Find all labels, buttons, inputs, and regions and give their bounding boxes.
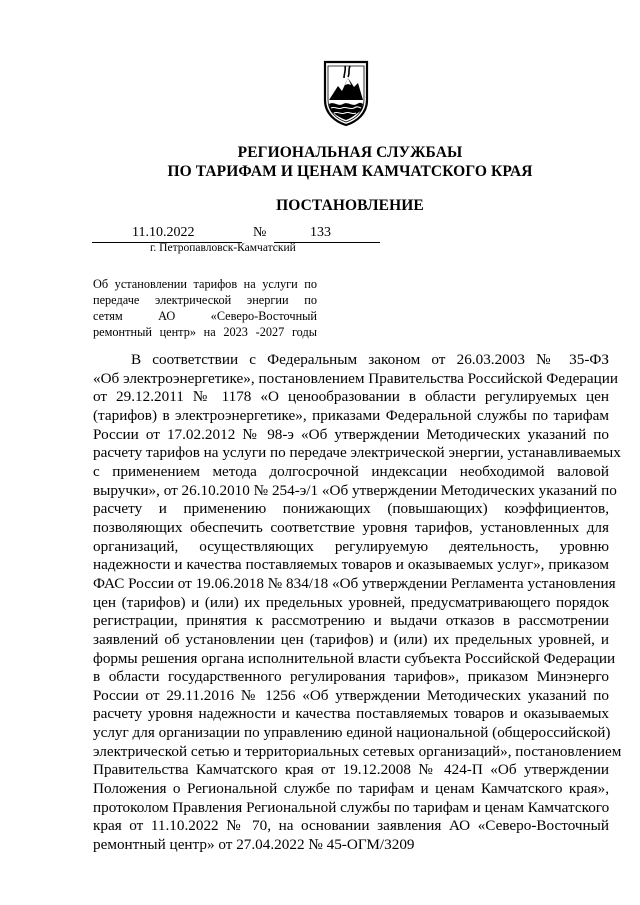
kamchatka-coat-of-arms-icon — [322, 60, 370, 126]
subject-line: ремонтный центр» на 2023 -2027 годы — [93, 324, 317, 339]
body-line: с применением метода долгосрочной индексации необходимой валовой — [93, 462, 609, 480]
body-line: России от 29.11.2016 № 1256 «Об утверждении Методических указаний по — [93, 686, 609, 704]
body-line: услуг для организации по управлению единой национальной (общероссийской) — [93, 724, 611, 742]
body-line: в области государственного регулирования тарифов», приказом Минэнерго — [93, 668, 609, 686]
body-line: организаций, осуществляющих регулируемую деятельность, уровню — [93, 537, 609, 555]
body-line: края от 11.10.2022 № 70, на основании заявления АО «Северо-Восточный — [93, 817, 609, 835]
body-line: надежности и качества поставляемых товаров и оказываемых услуг», приказом — [93, 556, 609, 574]
body-line: выручки», от 26.10.2010 № 254-э/1 «Об утверждении Методических указаний по — [93, 481, 617, 499]
subject-line: Об установлении тарифов на услуги по — [93, 277, 317, 291]
subject-line: передаче электрической энергии по — [93, 292, 317, 307]
number-sign: № — [253, 225, 267, 240]
body-line: заявлений об установлении цен (тарифов) и (или) их предельных уровней, и — [93, 630, 609, 648]
body-line: от 29.12.2011 № 1178 «О ценообразовании в области регулируемых цен — [93, 388, 609, 406]
document-body — [93, 351, 622, 855]
body-line: цен (тарифов) и (или) их предельных уровней, предусматривающего порядок — [93, 593, 609, 611]
body-line: Положения о Региональной службе по тарифам и ценам Камчатского края», — [93, 780, 609, 798]
city-label: г. Петропавловск-Камчатский — [150, 242, 296, 254]
body-line: расчету уровня надежности и качества поставляемых товаров и оказываемых — [93, 705, 609, 723]
body-line: ремонтный центр» от 27.04.2022 № 45-ОГМ/3209 — [93, 836, 415, 854]
body-line: России от 17.02.2012 № 98-э «Об утверждении Методических указаний по — [93, 425, 609, 443]
body-line: электрической сетью и территориальных сетевых организаций», постановлением — [93, 742, 622, 760]
body-line: позволяющих обеспечить соответствие уровня тарифов, установленных для — [93, 518, 609, 536]
body-line: Правительства Камчатского края от 19.12.2008 № 424-П «Об утверждении — [93, 761, 609, 779]
document-type-title: ПОСТАНОВЛЕНИЕ — [276, 197, 424, 214]
document-number: 133 — [310, 225, 331, 240]
agency-name-line1: РЕГИОНАЛЬНАЯ СЛУЖБАЫ — [237, 144, 463, 161]
subject-line: сетям АО «Северо-Восточный — [93, 308, 317, 323]
body-line: расчету и применению понижающих (повышающих) коэффициентов, — [93, 500, 609, 518]
body-line: ФАС России от 19.06.2018 № 834/18 «Об утверждении Регламента установления — [93, 574, 616, 592]
body-line: (тарифов) в электроэнергетике», приказами Федеральной службы по тарифам — [93, 406, 609, 424]
body-line: формы решения органа исполнительной власти субъекта Российской Федерации — [93, 649, 616, 667]
body-line: протоколом Правления Региональной службы по тарифам и ценам Камчатского — [93, 798, 610, 816]
document-date: 11.10.2022 — [132, 225, 195, 240]
body-line: регистрации, принятия к рассмотрению и выдачи отказов в рассмотрении — [93, 612, 609, 630]
body-line: В соответствии с Федеральным законом от 26.03.2003 № 35-ФЗ — [131, 351, 609, 368]
body-line: «Об электроэнергетике», постановлением Правительства Российской Федерации — [93, 369, 619, 387]
body-line: расчету тарифов на услуги по передаче электрической энергии, устанавливаемых — [93, 444, 621, 462]
agency-name-line2: ПО ТАРИФАМ И ЦЕНАМ КАМЧАТСКОГО КРАЯ — [167, 163, 533, 180]
document-subject — [93, 277, 317, 341]
